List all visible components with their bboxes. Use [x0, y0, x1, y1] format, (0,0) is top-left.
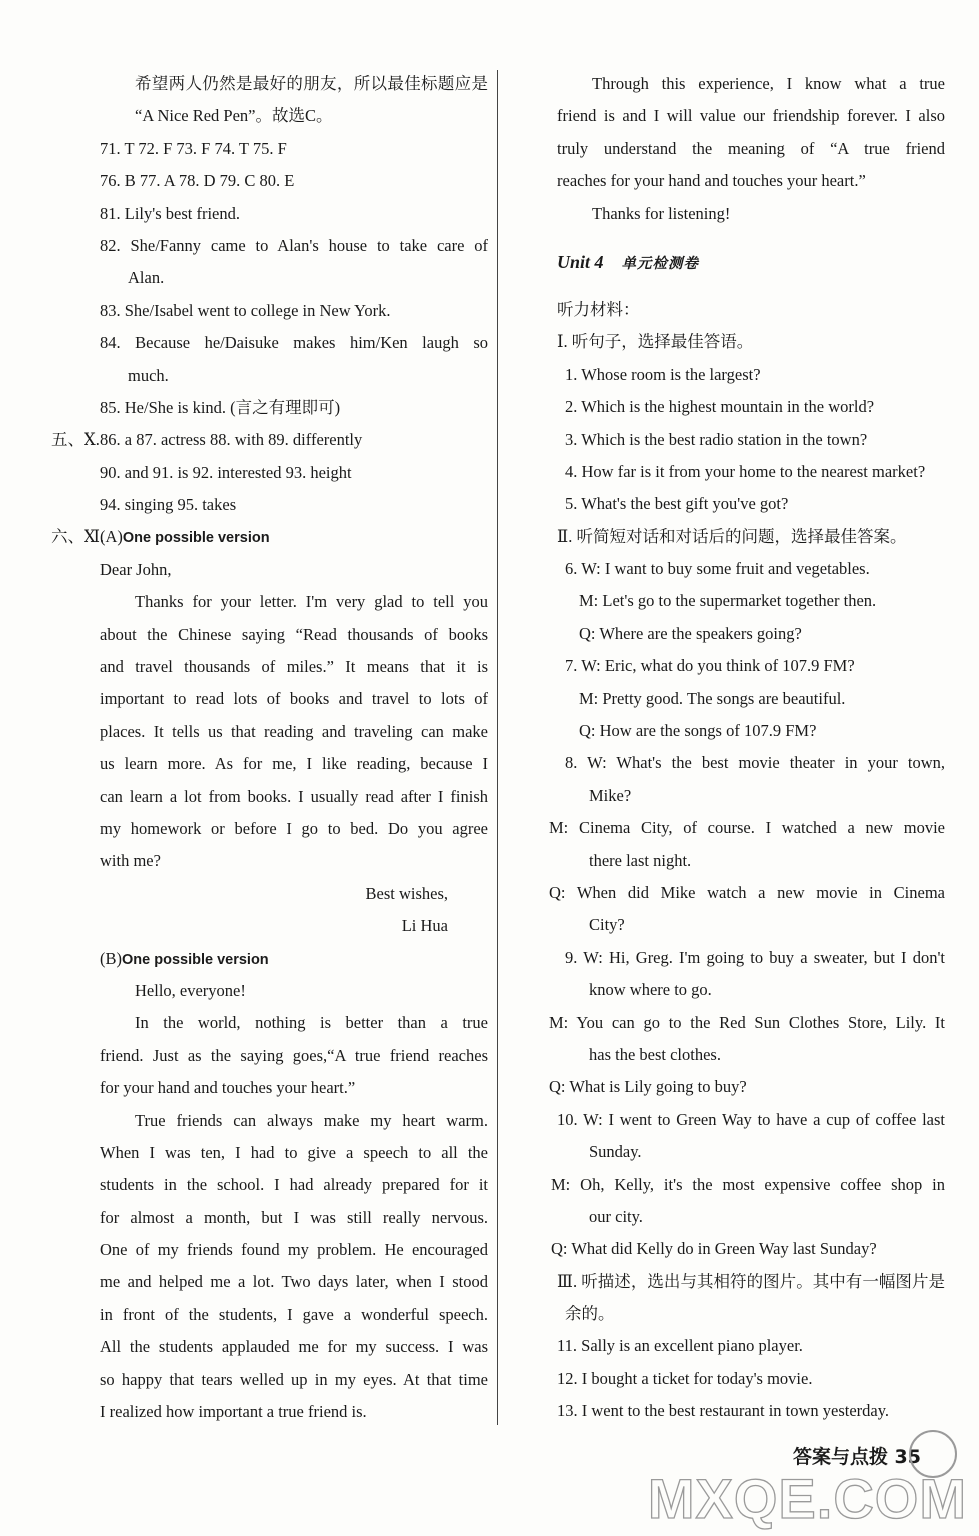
line-text: has the best clothes.	[589, 1044, 721, 1064]
unit-subheading: 单元检测卷	[621, 255, 700, 272]
left-line	[100, 619, 488, 651]
line-text: my homework or before I go to bed. Do you agree	[100, 818, 488, 838]
left-line	[100, 683, 488, 715]
left-line	[100, 1105, 488, 1137]
right-line	[557, 715, 945, 747]
left-line	[51, 424, 488, 456]
right-line	[557, 1330, 945, 1362]
left-line	[100, 586, 488, 618]
line-text: Ⅰ. 听句子，选择最佳答语。	[557, 332, 754, 352]
line-text: 8. W: What's the best movie theater in your town,	[565, 753, 945, 773]
line-text: for your hand and touches your heart.”	[100, 1078, 356, 1098]
right-line	[557, 230, 945, 294]
left-line	[100, 1234, 488, 1266]
left-line	[100, 1364, 488, 1396]
left-line	[100, 392, 488, 424]
left-line	[100, 68, 488, 100]
line-text: much.	[128, 365, 169, 385]
line-text: M: Oh, Kelly, it's the most expensive coffee shop in	[551, 1174, 945, 1194]
line-text: 13. I went to the best restaurant in town yesterday.	[557, 1401, 890, 1421]
left-line	[100, 457, 488, 489]
line-text: 3. Which is the best radio station in the town?	[565, 429, 868, 449]
line-text: reaches for your hand and touches your heart.”	[557, 171, 866, 191]
line-text: Dear John,	[100, 559, 172, 579]
line-text: so happy that tears welled up in my eyes. At that time	[100, 1369, 488, 1389]
left-line	[100, 489, 488, 521]
line-text: Thanks for listening!	[592, 203, 731, 223]
right-line	[557, 424, 945, 456]
right-line	[557, 68, 945, 100]
line-text: 7. W: Eric, what do you think of 107.9 FM?	[565, 656, 855, 676]
line-text: “A Nice Red Pen”。故选C。	[135, 106, 333, 126]
line-text: 听力材料：	[557, 299, 640, 319]
right-line	[557, 488, 945, 520]
right-line	[557, 1136, 945, 1168]
line-text: All the students applauded me for my success. I was	[100, 1337, 488, 1357]
left-line	[100, 198, 488, 230]
line-text: Hello, everyone!	[135, 980, 246, 1000]
left-line	[100, 716, 488, 748]
line-text: In the world, nothing is better than a true	[135, 1013, 488, 1033]
line-text: City?	[589, 915, 625, 935]
line-text: and travel thousands of miles.” It means that it is	[100, 657, 488, 677]
line-text: M: Pretty good. The songs are beautiful.	[579, 688, 846, 708]
line-text: M: Cinema City, of course. I watched a new movie	[549, 818, 945, 838]
line-text: places. It tells us that reading and traveling can make	[100, 721, 488, 741]
left-line	[100, 262, 488, 294]
line-text: Thanks for your letter. I'm very glad to tell you	[135, 592, 488, 612]
version-label: One possible version	[122, 530, 270, 547]
line-text: 希望两人仍然是最好的朋友，所以最佳标题应是	[135, 74, 488, 93]
right-line	[557, 1298, 945, 1330]
left-line	[100, 845, 488, 877]
line-text: 12. I bought a ticket for today's movie.	[557, 1368, 813, 1388]
right-line	[549, 877, 945, 909]
left-line	[100, 1169, 488, 1201]
left-line	[100, 943, 488, 975]
left-line	[100, 748, 488, 780]
line-text: 9. W: Hi, Greg. I'm going to buy a sweater, but I don't	[565, 947, 945, 967]
line-text: Best wishes,	[365, 883, 448, 903]
right-line	[557, 747, 945, 779]
left-line	[100, 1040, 488, 1072]
left-line	[100, 1331, 488, 1363]
column-divider	[497, 70, 498, 1425]
section-mark: 五、Ⅹ.	[51, 430, 100, 450]
left-line	[100, 230, 488, 262]
left-line	[100, 781, 488, 813]
right-line	[557, 326, 945, 358]
right-column	[549, 68, 945, 1428]
line-text: Li Hua	[401, 916, 448, 936]
right-line	[549, 1007, 945, 1039]
left-line	[100, 1299, 488, 1331]
line-text: friend. Just as the saying goes,“A true friend reaches	[100, 1045, 488, 1065]
right-line	[549, 812, 945, 844]
left-line	[100, 165, 488, 197]
right-line	[557, 683, 945, 715]
right-line	[557, 1266, 945, 1298]
left-line	[100, 1202, 488, 1234]
line-text: (A)	[100, 527, 123, 547]
left-line	[100, 1137, 488, 1169]
right-line	[557, 585, 945, 617]
line-text: 1. Whose room is the largest?	[565, 364, 761, 384]
right-line	[549, 1233, 945, 1265]
line-text: with me?	[100, 851, 161, 871]
line-text: Ⅲ. 听描述，选出与其相符的图片。其中有一幅图片是	[557, 1271, 945, 1291]
left-line	[100, 133, 488, 165]
line-text: 76. B 77. A 78. D 79. C 80. E	[100, 171, 295, 191]
right-line	[557, 1395, 945, 1427]
line-text: (B)	[100, 948, 122, 968]
line-text: important to read lots of books and travel to lots of	[100, 689, 488, 709]
line-text: Q: When did Mike watch a new movie in Cinema	[549, 882, 945, 902]
line-text: in front of the students, I gave a wonderful speech.	[100, 1304, 488, 1324]
right-line	[557, 1039, 945, 1071]
right-line	[557, 1201, 945, 1233]
right-line	[557, 942, 945, 974]
line-text: Q: Where are the speakers going?	[579, 623, 802, 643]
line-text: Mike?	[589, 785, 632, 805]
left-line	[100, 1072, 488, 1104]
line-text: truly understand the meaning of “A true friend	[557, 138, 945, 158]
line-text: me and helped me a lot. Two days later, when I stood	[100, 1272, 488, 1292]
left-line	[100, 975, 488, 1007]
line-text: I realized how important a true friend is.	[100, 1402, 367, 1422]
line-text: 5. What's the best gift you've got?	[565, 494, 789, 514]
left-line	[100, 1266, 488, 1298]
right-line	[557, 165, 945, 197]
left-line	[100, 100, 488, 132]
line-text: 94. singing 95. takes	[100, 495, 237, 515]
line-text: 90. and 91. is 92. interested 93. height	[100, 462, 352, 482]
right-line	[557, 974, 945, 1006]
left-line	[100, 554, 488, 586]
left-line	[100, 327, 488, 359]
right-line	[557, 909, 945, 941]
line-text: Q: What is Lily going to buy?	[549, 1077, 747, 1097]
line-text: 6. W: I want to buy some fruit and vegetables.	[565, 559, 870, 579]
line-text: 71. T 72. F 73. F 74. T 75. F	[100, 138, 287, 158]
page-footer: 答案与点拨 35	[792, 1446, 921, 1468]
watermark: MXQE.COM	[647, 1467, 967, 1530]
right-line	[557, 456, 945, 488]
line-text: Q: What did Kelly do in Green Way last Sunday?	[551, 1239, 877, 1259]
line-text: students in the school. I had already prepared for it	[100, 1175, 488, 1195]
line-text: for almost a month, but I was still really nervous.	[100, 1207, 488, 1227]
line-text: 11. Sally is an excellent piano player.	[557, 1336, 803, 1356]
right-line	[557, 391, 945, 423]
line-text: our city.	[589, 1206, 643, 1226]
line-text: M: Let's go to the supermarket together then.	[579, 591, 877, 611]
left-column	[51, 68, 488, 1428]
right-line	[557, 845, 945, 877]
right-line	[557, 100, 945, 132]
right-line	[557, 359, 945, 391]
right-line	[557, 521, 945, 553]
line-text: friend is and I will value our friendship forever. I also	[557, 106, 945, 126]
right-line	[557, 618, 945, 650]
line-text: 85. He/She is kind. (言之有理即可)	[100, 397, 341, 417]
line-text: Alan.	[128, 268, 165, 288]
left-line	[100, 910, 488, 942]
left-line	[100, 1396, 488, 1428]
line-text: Ⅱ. 听简短对话和对话后的问题，选择最佳答案。	[557, 526, 907, 546]
line-text: 2. Which is the highest mountain in the world?	[565, 397, 875, 417]
left-line	[100, 813, 488, 845]
right-line	[549, 1071, 945, 1103]
section-mark: 六、Ⅺ.	[51, 527, 105, 547]
line-text: 10. W: I went to Green Way to have a cup of coffee last	[557, 1109, 945, 1129]
left-line	[51, 521, 488, 553]
right-line	[557, 294, 945, 326]
line-text: 86. a 87. actress 88. with 89. differently	[100, 430, 363, 450]
version-label: One possible version	[122, 951, 269, 968]
right-line	[557, 1104, 945, 1136]
line-text: Sunday.	[589, 1142, 642, 1162]
line-text: can learn a lot from books. I usually read after I finish	[100, 786, 488, 806]
line-text: When I was ten, I had to give a speech to all the	[100, 1142, 488, 1162]
line-text: One of my friends found my problem. He encouraged	[100, 1240, 488, 1260]
right-line	[557, 133, 945, 165]
line-text: there last night.	[589, 850, 692, 870]
right-line	[557, 1363, 945, 1395]
line-text: 83. She/Isabel went to college in New York.	[100, 300, 391, 320]
line-text: True friends can always make my heart warm.	[135, 1110, 488, 1130]
line-text: about the Chinese saying “Read thousands of books	[100, 624, 488, 644]
right-line	[557, 650, 945, 682]
line-text: Through this experience, I know what a true	[592, 74, 945, 93]
left-line	[100, 295, 488, 327]
right-line	[549, 1169, 945, 1201]
right-line	[557, 198, 945, 230]
left-line	[100, 1007, 488, 1039]
line-text: 81. Lily's best friend.	[100, 203, 240, 223]
line-text: us learn more. As for me, I like reading, because I	[100, 754, 488, 774]
line-text: 84. Because he/Daisuke makes him/Ken laugh so	[100, 333, 488, 353]
left-line	[100, 651, 488, 683]
line-text: 4. How far is it from your home to the nearest market?	[565, 461, 926, 481]
left-line	[100, 878, 488, 910]
line-text: 82. She/Fanny came to Alan's house to take care of	[100, 235, 488, 255]
line-text: M: You can go to the Red Sun Clothes Store, Lily. It	[549, 1012, 945, 1032]
right-line	[557, 780, 945, 812]
line-text: 余的。	[565, 1304, 615, 1324]
line-text: Q: How are the songs of 107.9 FM?	[579, 721, 817, 741]
line-text: know where to go.	[589, 980, 712, 1000]
left-line	[100, 360, 488, 392]
right-line	[557, 553, 945, 585]
unit-heading: Unit 4	[557, 251, 604, 272]
